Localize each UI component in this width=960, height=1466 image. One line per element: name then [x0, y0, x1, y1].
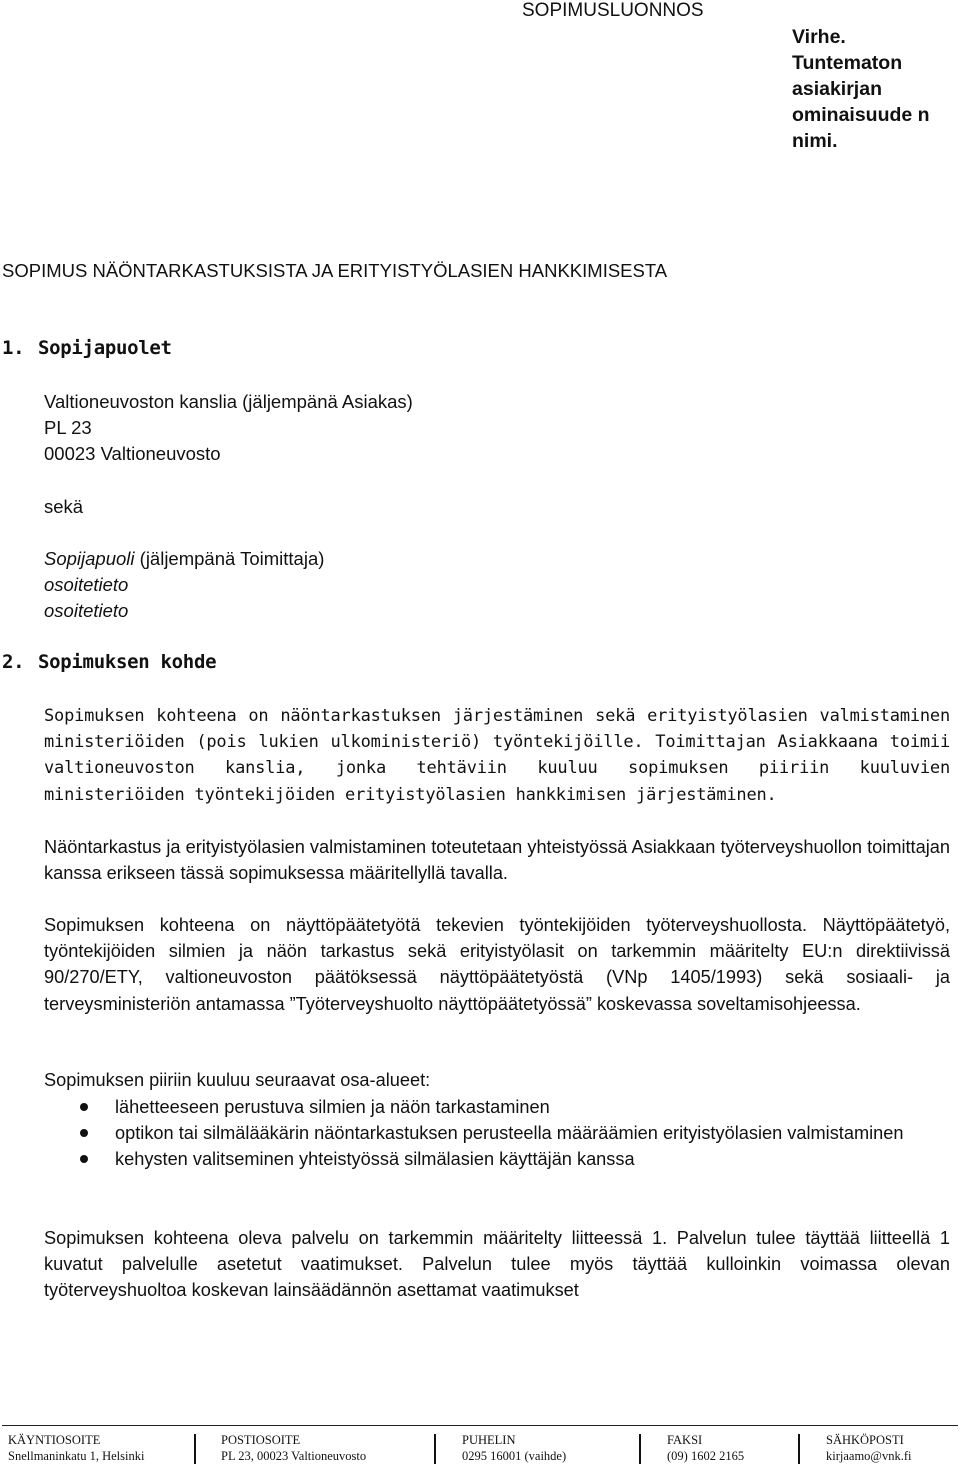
party2-suffix: (jäljempänä Toimittaja)	[134, 548, 325, 569]
paragraph-definitions-text: Sopimuksen kohteena on näyttöpäätetyötä tekevien työntekijöiden työterveyshuollosta. Näyttöpäätetyö, työntekijöiden silmien ja näön tarkastus sekä erityistyölasit on tarkemmin määritelty EU:n direktiivissä 90/270/ETY, valtioneuvoston päätöksessä näyttöpäätetyöstä (VNp 1405/1993) sekä sosiaali- ja terveysministeriön antamassa ”Työterveyshuolto näyttöpäätetyössä” koskevassa soveltamisohjeessa.	[44, 915, 950, 1014]
footer-value: PL 23, 00023 Valtioneuvosto	[221, 1449, 367, 1463]
party1-line-2: PL 23	[44, 417, 92, 438]
scope-intro: Sopimuksen piiriin kuuluu seuraavat osa-alueet:	[44, 1070, 431, 1090]
paragraph-service	[44, 1225, 950, 1304]
footer-postal-address	[221, 1432, 366, 1464]
party2-line	[44, 548, 324, 570]
footer-divider	[2, 1425, 958, 1426]
footer-fax	[667, 1432, 744, 1464]
field-error-note: Virhe. Tuntematon asiakirjan ominaisuude n nimi.	[792, 26, 930, 152]
section-1-number: 1.	[2, 337, 25, 359]
party2-name: Sopijapuoli	[44, 548, 135, 569]
footer-separator	[639, 1434, 641, 1464]
paragraph-subject-text: Sopimuksen kohteena on näöntarkastuksen järjestäminen sekä erityistyölasien valmistaminen ministeriöiden (pois lukien ulkoministeriö) työntekijöille. Toimittajan Asiakkaana toimii valtioneuvoston kanslia, jonka tehtäviin kuuluu sopimuksen piiriin kuuluvien ministeriöiden työntekijöiden erityistyölasien hankkimisen järjestäminen.	[44, 706, 950, 805]
party1-line-1: Valtioneuvoston kanslia (jäljempänä Asiakas)	[44, 391, 413, 412]
footer-value: 0295 16001 (vaihde)	[462, 1449, 567, 1463]
party1-line-3: 00023 Valtioneuvosto	[44, 443, 221, 464]
footer-separator	[434, 1434, 436, 1464]
footer-label: FAKSI	[667, 1433, 703, 1447]
footer-email[interactable]	[826, 1432, 911, 1464]
footer-label: POSTIOSOITE	[221, 1433, 301, 1447]
list-item: optikon tai silmälääkärin näöntarkastuksen perusteella määräämien erityistyölasien valmistaminen	[44, 1120, 950, 1146]
party2-address-2: osoitetieto	[44, 600, 129, 621]
footer-separator	[194, 1434, 196, 1464]
footer-visiting-address	[8, 1432, 144, 1464]
document-title: SOPIMUS NÄÖNTARKASTUKSISTA JA ERITYISTYÖLASIEN HANKKIMISESTA	[2, 260, 668, 281]
footer	[0, 1432, 960, 1466]
conjunction-text: sekä	[44, 496, 84, 517]
footer-phone	[462, 1432, 566, 1464]
paragraph-subject	[44, 703, 950, 808]
party2-address-1: osoitetieto	[44, 574, 129, 595]
footer-label: SÄHKÖPOSTI	[826, 1433, 904, 1447]
paragraph-service-text: Sopimuksen kohteena oleva palvelu on tarkemmin määritelty liitteessä 1. Palvelun tulee täyttää liitteellä 1 kuvatut palvelulle asetetut vaatimukset. Palvelun tulee myös täyttää kulloinkin voimassa olevan työterveyshuoltoa koskevan lainsäädännön asettamat vaatimukset	[44, 1228, 950, 1301]
section-1-title: Sopijapuolet	[38, 337, 172, 359]
paragraph-cooperation-text: Näöntarkastus ja erityistyölasien valmistaminen toteutetaan yhteistyössä Asiakkaan työterveyshuollon toimittajan kanssa erikseen tässä sopimuksessa määritellyllä tavalla.	[44, 837, 950, 884]
section-2-heading	[2, 651, 216, 673]
footer-email-link[interactable]: kirjaamo@vnk.fi	[826, 1449, 912, 1463]
paragraph-definitions	[44, 912, 950, 1017]
list-item: kehysten valitseminen yhteistyössä silmälasien käyttäjän kanssa	[44, 1146, 950, 1172]
section-2-title: Sopimuksen kohde	[38, 651, 217, 673]
scope-list	[44, 1094, 950, 1173]
footer-label: KÄYNTIOSOITE	[8, 1433, 101, 1447]
footer-value: Snellmaninkatu 1, Helsinki	[8, 1449, 145, 1463]
section-1-heading	[2, 337, 172, 359]
footer-separator	[798, 1434, 800, 1464]
footer-label: PUHELIN	[462, 1433, 516, 1447]
paragraph-cooperation	[44, 834, 950, 886]
list-item: lähetteeseen perustuva silmien ja näön tarkastaminen	[44, 1094, 950, 1120]
footer-value: (09) 1602 2165	[667, 1449, 745, 1463]
draft-label: SOPIMUSLUONNOS	[522, 0, 704, 21]
section-2-number: 2.	[2, 651, 25, 673]
